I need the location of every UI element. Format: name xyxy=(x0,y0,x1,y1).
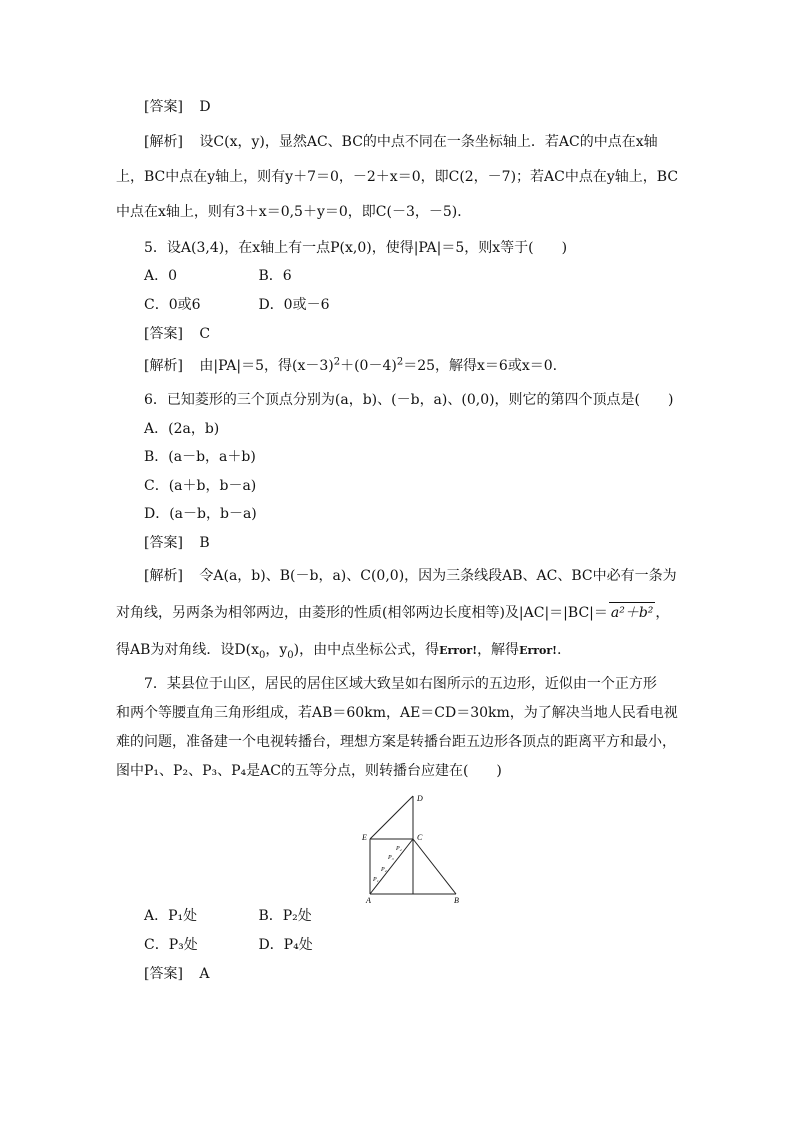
analysis-tag: [解析] xyxy=(144,134,183,150)
answer-value: D xyxy=(199,99,211,115)
sqrt-expression: a²＋b² xyxy=(609,602,656,623)
answer-tag: [答案] xyxy=(144,99,183,115)
analysis-tag: [解析] xyxy=(144,568,183,584)
exponent: 2 xyxy=(396,356,404,368)
analysis-text: )，由中点坐标公式，得 xyxy=(293,642,440,658)
q6-option-d: D．(a－b，b－a) xyxy=(144,506,257,522)
q5-options-row1 xyxy=(144,266,368,286)
analysis-tag: [解析] xyxy=(144,358,183,374)
answer-value: A xyxy=(199,966,210,982)
analysis-text: 设C(x，y)，显然AC、BC的中点不同在一条坐标轴上．若AC的中点在x轴 xyxy=(199,134,658,150)
q5-stem: 5．设A(3,4)，在x轴上有一点P(x,0)，使得|PA|＝5，则x等于( ) xyxy=(144,240,568,256)
analysis-text: 令A(a，b)、B(－b，a)、C(0,0)，因为三条线段AB、AC、BC中必有一条为 xyxy=(199,568,677,584)
label-p4: P₄ xyxy=(396,846,402,852)
q6-answer xyxy=(144,533,210,553)
exponent: 2 xyxy=(333,356,341,368)
edge-de xyxy=(370,796,413,839)
q6-analysis-l1 xyxy=(144,566,677,586)
option-b: B．6 xyxy=(258,268,292,284)
label-b: B xyxy=(454,896,459,905)
analysis-text-pre: 由|PA|＝5，得(x－3) xyxy=(199,358,334,374)
q5-answer xyxy=(144,324,210,344)
label-p2: P₂ xyxy=(381,867,387,873)
q7-options-row2 xyxy=(144,935,368,955)
q5-analysis xyxy=(144,356,557,376)
answer-tag: [答案] xyxy=(144,326,183,342)
answer-tag: [答案] xyxy=(144,966,183,982)
q4-answer xyxy=(144,97,211,117)
option-a: A．0 xyxy=(144,268,178,284)
q7-stem-l3: 难的问题，准备建一个电视转播台，理想方案是转播台距五边形各顶点的距离平方和最小， xyxy=(116,734,676,750)
subscript: 0 xyxy=(258,649,266,661)
option-c: C．P₃处 xyxy=(144,937,198,953)
q6-stem: 6．已知菱形的三个顶点分别为(a，b)、(－b，a)、(0,0)，则它的第四个顶点是( ) xyxy=(144,392,674,408)
option-d: D．0或－6 xyxy=(258,297,330,313)
label-d: D xyxy=(417,794,423,803)
diagonal-ac xyxy=(370,839,413,894)
label-p3: P₃ xyxy=(388,855,394,861)
option-b: B．P₂处 xyxy=(258,908,312,924)
label-p1: P₁ xyxy=(373,877,379,883)
edge-bc xyxy=(413,839,456,894)
analysis-text: ，y xyxy=(265,642,288,658)
error-placeholder: Error! xyxy=(439,644,478,657)
analysis-text: 对角线，另两条为相邻两边，由菱形的性质(相邻两边长度相等)及|AC|＝|BC|＝ xyxy=(116,605,608,621)
analysis-text: ， xyxy=(655,605,670,621)
q4-analysis-l1 xyxy=(144,132,658,152)
analysis-text: ，解得 xyxy=(477,642,520,658)
error-placeholder: Error! xyxy=(519,644,557,657)
q6-option-c: C．(a＋b，b－a) xyxy=(144,478,257,494)
analysis-text: . xyxy=(557,642,562,658)
q4-analysis-l3: 中点在x轴上，则有3＋x＝0,5＋y＝0，即C(－3，－5)． xyxy=(116,204,472,220)
option-c: C．0或6 xyxy=(144,297,201,313)
q6-analysis-l3 xyxy=(116,640,561,661)
option-a: A．P₁处 xyxy=(144,908,198,924)
analysis-text-mid: ＋(0－4) xyxy=(340,358,397,374)
option-d: D．P₄处 xyxy=(258,937,313,953)
q7-options-row1 xyxy=(144,906,368,926)
answer-value: C xyxy=(199,326,211,342)
q6-analysis-l2 xyxy=(116,602,669,623)
label-c: C xyxy=(417,833,423,842)
answer-tag: [答案] xyxy=(144,535,183,551)
q7-stem-l4: 图中P₁、P₂、P₃、P₄是AC的五等分点，则转播台应建在( ) xyxy=(116,763,502,779)
subscript: 0 xyxy=(287,649,294,661)
q7-stem-l2: 和两个等腰直角三角形组成，若AB＝60km，AE＝CD＝30km，为了解决当地人民看电视 xyxy=(116,705,678,721)
answer-value: B xyxy=(199,535,210,551)
analysis-text-post: ＝25，解得x＝6或x＝0. xyxy=(403,358,558,374)
analysis-text: 得AB为对角线．设D(x xyxy=(116,642,259,658)
q7-answer xyxy=(144,964,210,984)
q5-options-row2 xyxy=(144,295,368,315)
pentagon-figure xyxy=(360,790,490,905)
q7-stem-l1: 7．某县位于山区，居民的居住区域大致呈如右图所示的五边形，近似由一个正方形 xyxy=(144,676,657,692)
q4-analysis-l2: 上，BC中点在y轴上，则有y＋7＝0，－2＋x＝0，即C(2，－7)；若AC中点在y轴上，BC xyxy=(116,169,679,185)
label-a: A xyxy=(366,896,371,905)
q6-option-a: A．(2a，b) xyxy=(144,421,220,437)
q6-option-b: B．(a－b，a＋b) xyxy=(144,449,256,465)
label-e: E xyxy=(362,833,367,842)
